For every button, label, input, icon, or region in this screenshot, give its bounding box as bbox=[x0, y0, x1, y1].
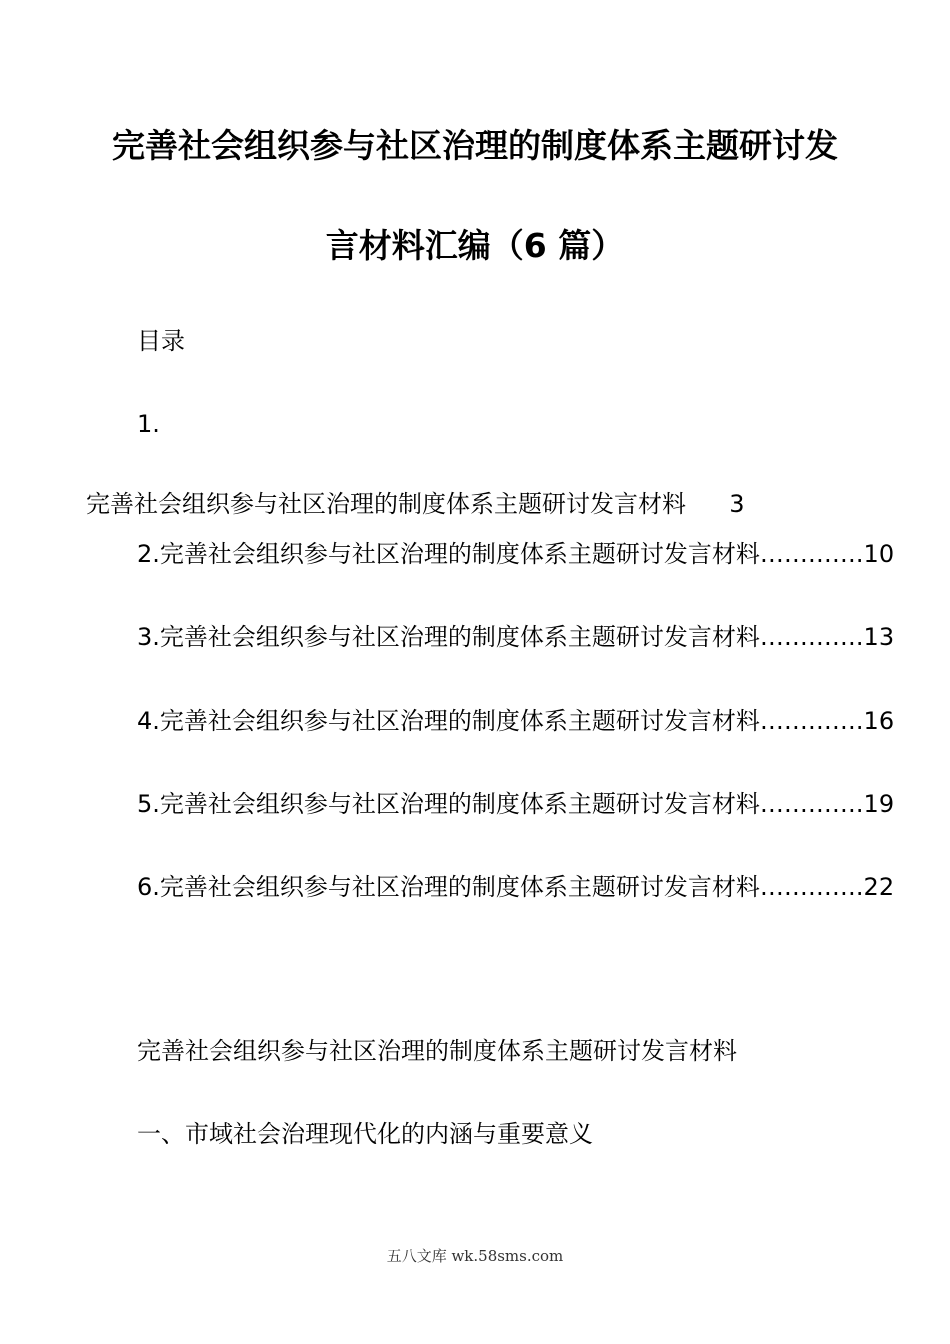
toc-item-1-page: 3 bbox=[729, 490, 745, 518]
toc-leader: …………. bbox=[759, 873, 864, 901]
toc-item-4 bbox=[137, 706, 950, 736]
toc-leader: …………. bbox=[759, 540, 864, 568]
section-title: 完善社会组织参与社区治理的制度体系主题研讨发言材料 bbox=[137, 1037, 737, 1065]
toc-item-text: 2.完善社会组织参与社区治理的制度体系主题研讨发言材料 bbox=[137, 540, 760, 568]
toc-heading: 目录 bbox=[137, 327, 185, 355]
toc-item-2 bbox=[137, 539, 950, 569]
toc-item-text: 5.完善社会组织参与社区治理的制度体系主题研讨发言材料 bbox=[137, 790, 760, 818]
toc-item-text: 3.完善社会组织参与社区治理的制度体系主题研讨发言材料 bbox=[137, 623, 760, 651]
toc-item-1 bbox=[86, 489, 745, 519]
toc-item-1-number: 1. bbox=[137, 410, 160, 438]
document-title-line-2: 言材料汇编（6 篇） bbox=[325, 226, 625, 265]
toc-item-page: 19 bbox=[863, 790, 895, 818]
section-heading-1: 一、市域社会治理现代化的内涵与重要意义 bbox=[137, 1120, 593, 1148]
toc-leader: …………. bbox=[759, 707, 864, 735]
document-title-line-1: 完善社会组织参与社区治理的制度体系主题研讨发 bbox=[112, 126, 838, 165]
page-footer: 五八文库 wk.58sms.com bbox=[386, 1247, 564, 1265]
toc-leader: …………. bbox=[759, 623, 864, 651]
toc-item-page: 22 bbox=[863, 873, 895, 901]
toc-item-1-text: 完善社会组织参与社区治理的制度体系主题研讨发言材料 bbox=[86, 490, 686, 518]
toc-item-text: 4.完善社会组织参与社区治理的制度体系主题研讨发言材料 bbox=[137, 707, 760, 735]
toc-item-6 bbox=[137, 872, 950, 902]
toc-item-page: 10 bbox=[863, 540, 895, 568]
toc-item-3 bbox=[137, 622, 950, 652]
toc-leader: …………. bbox=[759, 790, 864, 818]
toc-item-text: 6.完善社会组织参与社区治理的制度体系主题研讨发言材料 bbox=[137, 873, 760, 901]
toc-item-5 bbox=[137, 789, 950, 819]
toc-item-page: 13 bbox=[863, 623, 895, 651]
toc-item-page: 16 bbox=[863, 707, 895, 735]
